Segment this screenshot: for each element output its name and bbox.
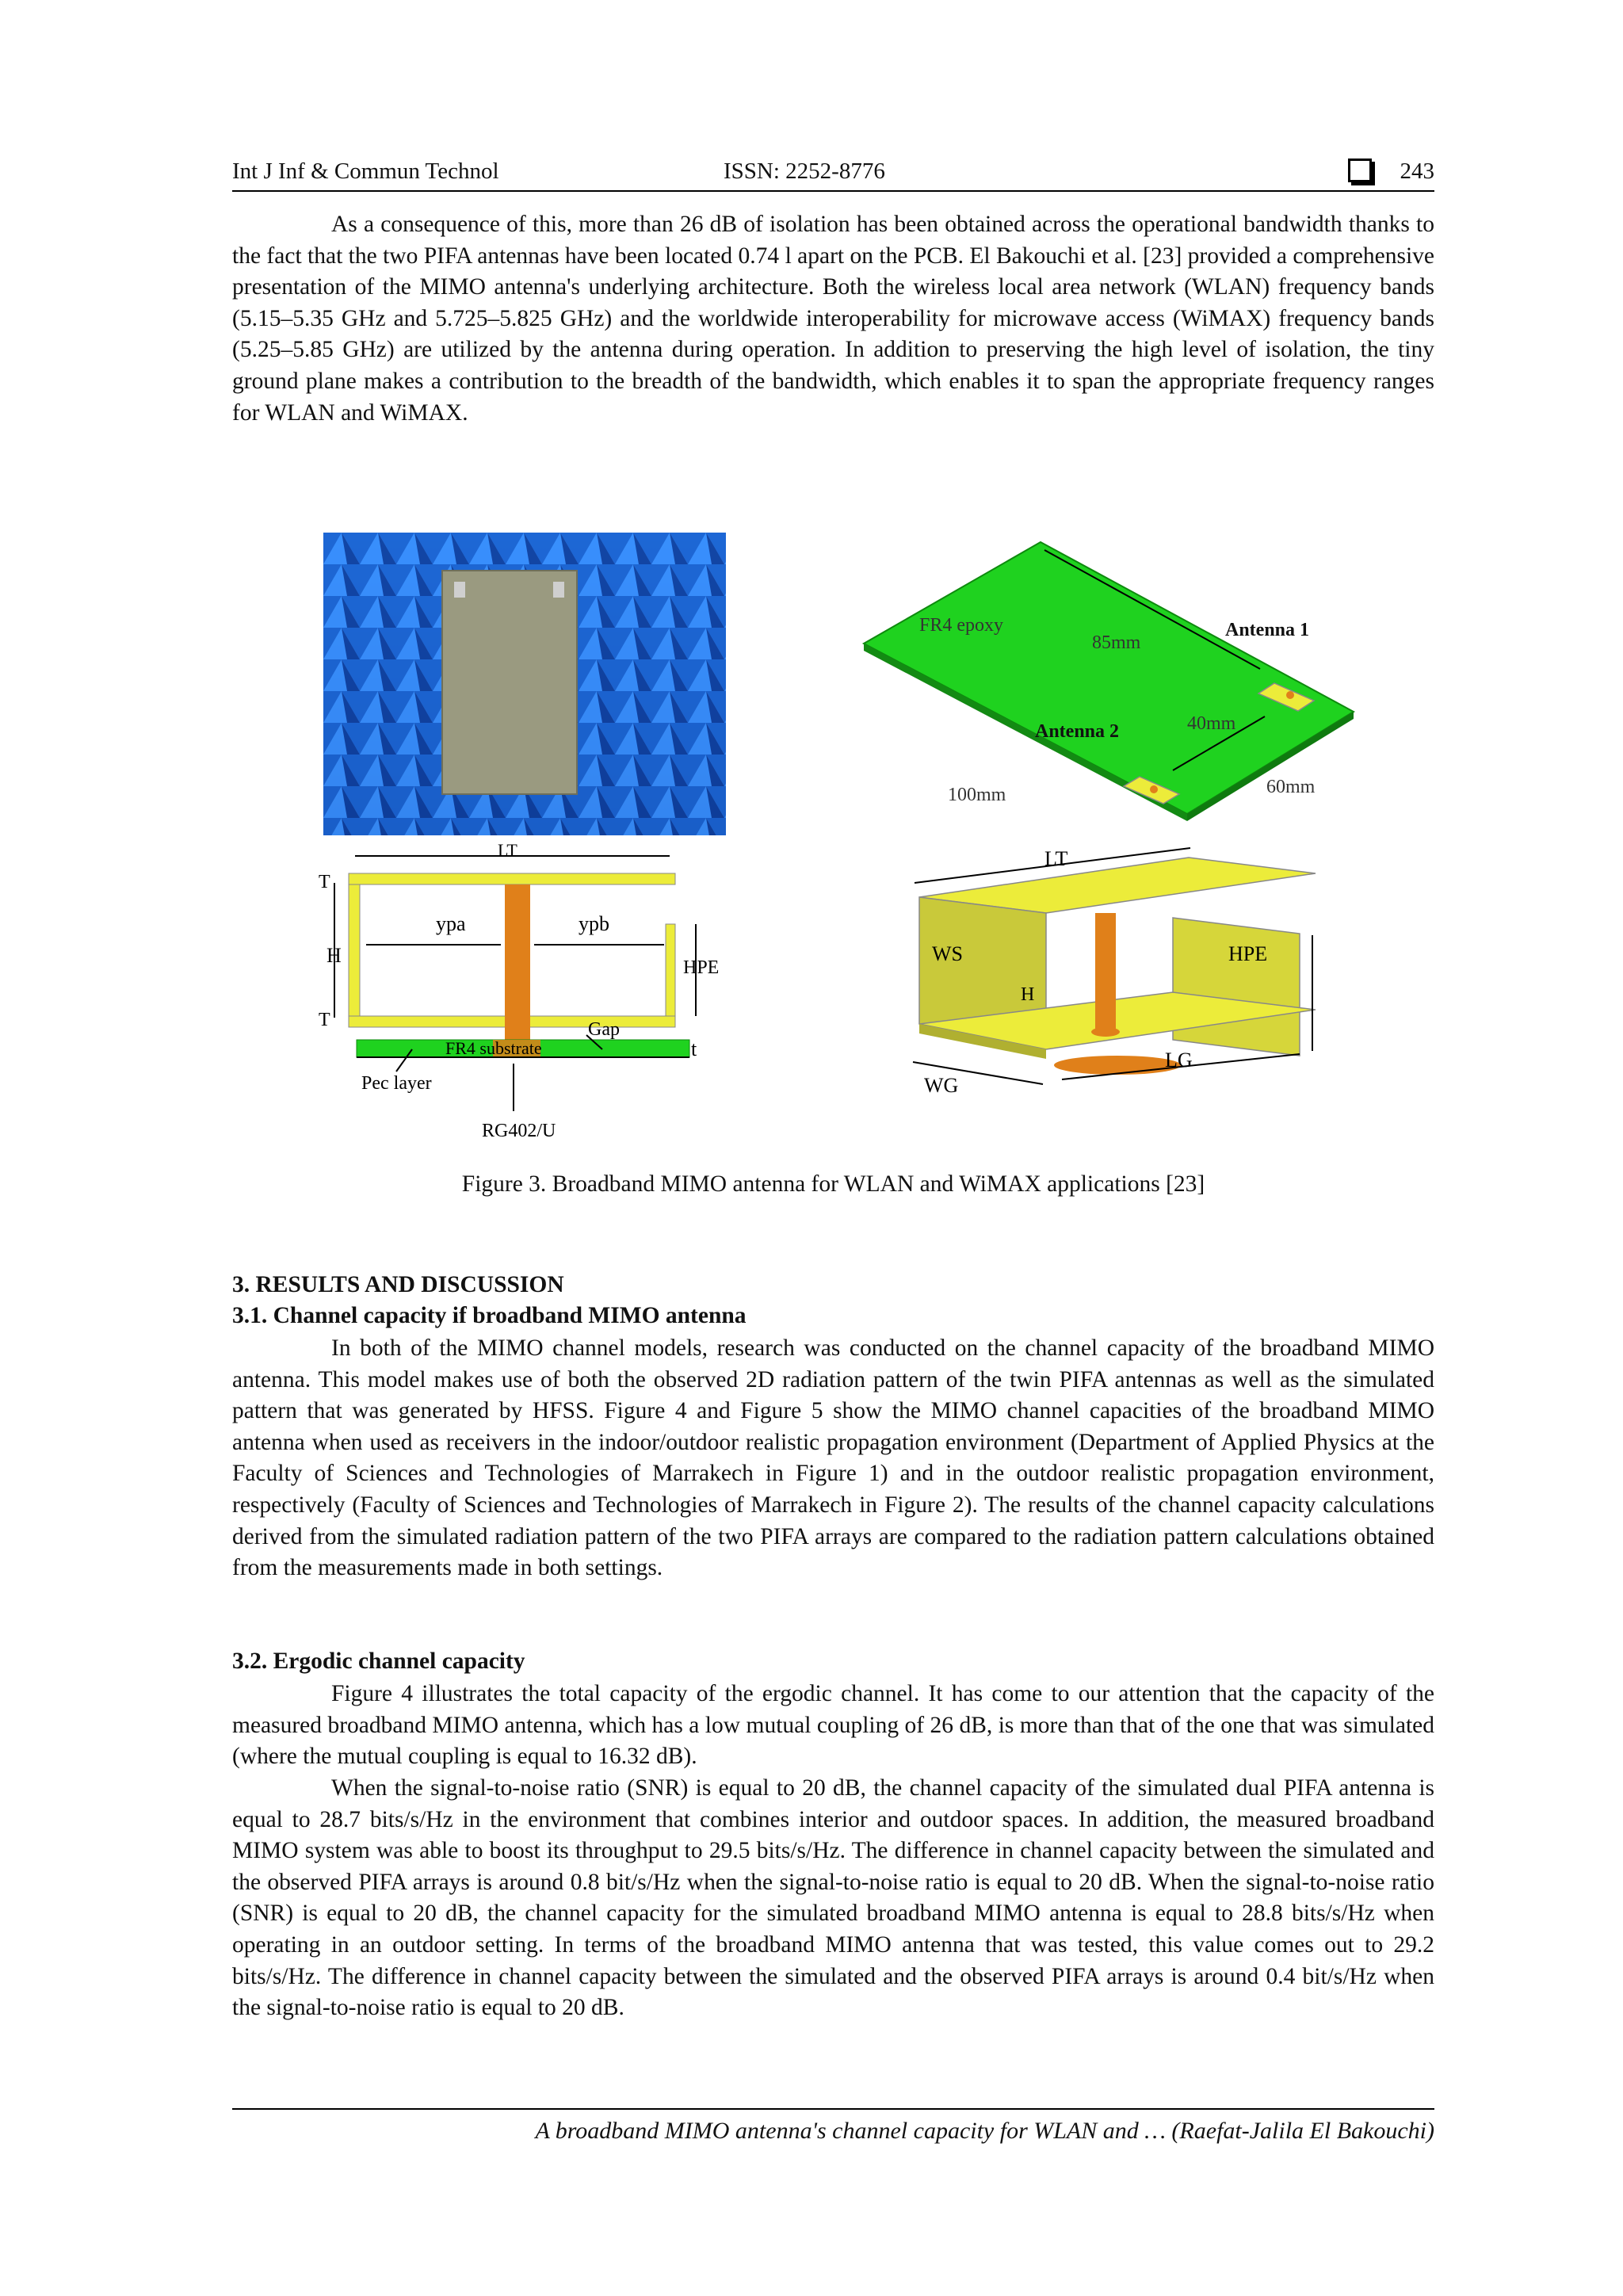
pifa-3d-element: [888, 842, 1363, 1111]
antenna-2-label: Antenna 2: [1035, 721, 1120, 742]
journal-name: Int J Inf & Commun Technol: [232, 159, 499, 184]
cs-rg-label: RG402/U: [482, 1121, 556, 1141]
page-number: 243: [1400, 159, 1434, 184]
figure-caption: Figure 3. Broadband MIMO antenna for WLAN and WiMAX applications [23]: [461, 1171, 1205, 1197]
cs-pec-label: Pec layer: [361, 1073, 432, 1094]
cs-substrate-label: FR4 substrate: [445, 1038, 542, 1058]
antenna-1-label: Antenna 1: [1225, 620, 1310, 640]
cs-hpe-label: HPE: [683, 957, 720, 978]
dim-40-label: 40mm: [1187, 713, 1236, 734]
pifa-h-label: H: [1021, 984, 1035, 1005]
section-3-2-paragraph-1: Figure 4 illustrates the total capacity of the ergodic channel. It has come to our attention that the capacity of the measured broadband MIMO antenna, which has a low mutual coupling of 26 dB, is more than that of the one that was simulated (where the mutual coupling is equal to 16.32 dB).: [232, 1681, 1434, 1770]
section-3-heading: 3. RESULTS AND DISCUSSION: [232, 1272, 564, 1297]
dim-60-label: 60mm: [1266, 777, 1316, 797]
dim-85-label: 85mm: [1092, 632, 1141, 653]
cs-ypa-label: ypa: [436, 912, 466, 935]
dim-100-label: 100mm: [948, 785, 1006, 805]
section-3-2-paragraph-2: When the signal-to-noise ratio (SNR) is equal to 20 dB, the channel capacity of the simulated dual PIFA antenna is equal to 28.7 bits/s/Hz in the environment that combines interior and outdoor spaces. In addition, the measured broadband MIMO system was able to boost its throughput to 29.5 bits/s/Hz. The difference in channel capacity between the simulated and the observed PIFA arrays is around 0.8 bit/s/Hz when the signal-to-noise ratio is equal to 20 dB. When the signal-to-noise ratio (SNR) is equal to 20 dB, the channel capacity for the simulated broadband MIMO antenna is equal to 28.8 bits/s/Hz when operating in an outdoor setting. In terms of the broadband MIMO antenna that was tested, this value comes out to 29.2 bits/s/Hz. The difference in channel capacity between the simulated and the observed PIFA arrays is around 0.4 bit/s/Hz when the signal-to-noise ratio is equal to 20 dB.: [232, 1775, 1434, 2021]
pifa-wg-label: WG: [924, 1074, 959, 1097]
anechoic-chamber-photo: [323, 533, 726, 835]
cs-t-bottom-label: T: [319, 1010, 330, 1030]
section-3-1-heading: 3.1. Channel capacity if broadband MIMO antenna: [232, 1303, 747, 1328]
running-footer: [232, 2108, 1434, 2145]
cs-lt-label: LT: [498, 842, 517, 860]
pcb-3d-view: [854, 533, 1361, 834]
footer-citation: A broadband MIMO antenna's channel capacity for WLAN and … (Raefat-Jalila El Bakouchi): [535, 2118, 1434, 2144]
square-bullet-icon: [1348, 159, 1372, 182]
cs-ypb-label: ypb: [579, 912, 609, 935]
section-3-2-heading: 3.2. Ergodic channel capacity: [232, 1648, 525, 1674]
fr4-label: FR4 epoxy: [919, 615, 1004, 636]
running-header: [232, 155, 1434, 192]
issn: ISSN: 2252-8776: [724, 159, 885, 184]
pifa-lg-label: LG: [1165, 1049, 1193, 1072]
section-3-1-paragraph: In both of the MIMO channel models, research was conducted on the channel capacity of the broadband MIMO antenna. This model makes use of both the observed 2D radiation pattern of the twin PIFA antennas as well as the simulated pattern that was generated by HFSS. Figure 4 and Figure 5 show the MIMO channel capacities of the broadband MIMO antenna when used as receivers in the indoor/outdoor realistic propagation environment (Department of Applied Physics at the Faculty of Sciences and Technologies of Marrakech in Figure 1) and in the outdoor realistic propagation environment, respectively (Faculty of Sciences and Technologies of Marrakech in Figure 2). The results of the channel capacity calculations derived from the simulated radiation pattern of the two PIFA arrays are compared to the radiation pattern calculations obtained from the measurements made in both settings.: [232, 1335, 1434, 1581]
pifa-cross-section: [317, 842, 745, 1151]
cs-t-top-label: T: [319, 872, 330, 892]
cs-h-label: H: [327, 944, 342, 967]
pifa-hpe-label: HPE: [1228, 942, 1268, 965]
pifa-lt-label: LT: [1044, 847, 1068, 870]
cs-t-thickness-label: t: [691, 1037, 697, 1060]
pifa-ws-label: WS: [932, 942, 963, 965]
cs-gap-label: Gap: [588, 1019, 620, 1040]
intro-paragraph: As a consequence of this, more than 26 dB of isolation has been obtained across the operational bandwidth thanks to the fact that the two PIFA antennas have been located 0.74 l apart on the PCB. El Bakouchi et al. [23] provided a comprehensive presentation of the MIMO antenna's underlying architecture. Both the wireless local area network (WLAN) frequency bands (5.15–5.35 GHz and 5.725–5.825 GHz) and the worldwide interoperability for microwave access (WiMAX) frequency bands (5.25–5.85 GHz) are utilized by the antenna during operation. In addition to preserving the high level of isolation, the tiny ground plane makes a contribution to the breadth of the bandwidth, which enables it to span the appropriate frequency ranges for WLAN and WiMAX.: [232, 212, 1434, 426]
